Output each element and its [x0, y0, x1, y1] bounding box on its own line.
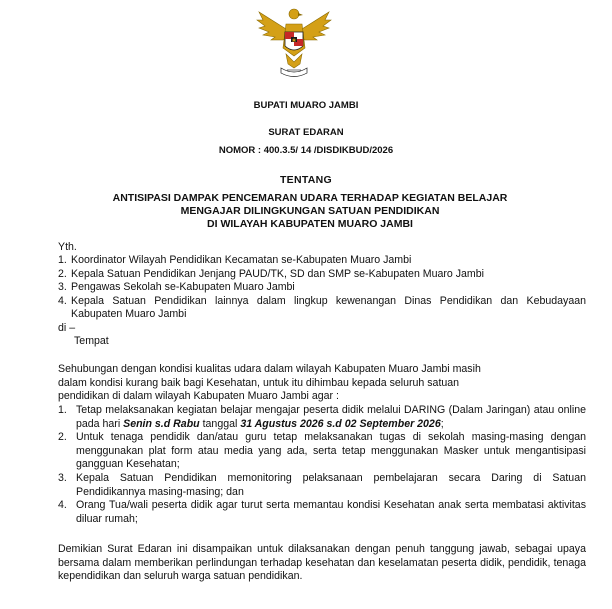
intro-line: dalam kondisi kurang baik bagi Kesehatan, untuk itu dihimbau kepada seluruh satuan [58, 376, 460, 389]
instruction-number: 1. [58, 404, 67, 416]
instruction-item [58, 404, 586, 431]
garuda-emblem-icon [253, 4, 335, 80]
instruction-text [76, 404, 586, 431]
addressee-number: 2. [58, 267, 67, 280]
addressee-number: 1. [58, 254, 67, 266]
addressee-item [58, 268, 586, 282]
subject-line: ANTISIPASI DAMPAK PENCEMARAN UDARA TERHADAP KEGIATAN BELAJAR [112, 192, 508, 204]
instruction-number: 3. [58, 471, 67, 484]
addressee-item [58, 281, 586, 295]
instruction-text-part: ; [440, 417, 444, 430]
instruction-text: Orang Tua/wali peserta didik agar turut serta memantau kondisi Kesehatan anak serta membatasi aktivitas diluar rumah; [76, 499, 586, 525]
intro-line: pendidikan di dalam wilayah Kabupaten Muaro Jambi agar : [58, 390, 339, 403]
addressee-text: Kepala Satuan Pendidikan Jenjang PAUD/TK, SD dan SMP se-Kabupaten Muaro Jambi [71, 267, 485, 280]
document-number: NOMOR : 400.3.5/ 14 /DISDIKBUD/2026 [218, 145, 394, 156]
addressee-text: Pengawas Sekolah se-Kabupaten Muaro Jambi [71, 281, 295, 294]
instruction-item [58, 431, 586, 472]
addressee-text: Koordinator Wilayah Pendidikan Kecamatan se-Kabupaten Muaro Jambi [71, 254, 412, 266]
instruction-list [58, 404, 586, 526]
addressee-item [58, 295, 586, 322]
instruction-days-emphasis: Senin s.d Rabu [123, 417, 200, 430]
instruction-text-part: tanggal [199, 417, 241, 430]
instruction-item [58, 472, 586, 499]
addressee-item [58, 254, 586, 268]
salutation: Yth. [58, 241, 77, 253]
subject-line: DI WILAYAH KABUPATEN MUARO JAMBI [207, 218, 413, 230]
subject-line: MENGAJAR DILINGKUNGAN SATUAN PENDIDIKAN [180, 205, 440, 217]
intro-paragraph [58, 363, 586, 404]
subject-heading [30, 192, 590, 231]
instruction-text-part: Tetap melaksanakan kegiatan belajar mengajar peserta didik melalui DARING (Dalam Jaringan) atau online pada hari [76, 404, 586, 430]
instruction-number: 4. [58, 499, 67, 512]
instruction-text: Kepala Satuan Pendidikan memonitoring pelaksanaan pembelajaran secara Daring di Satuan Pendidikannya masing-masing; dan [76, 471, 586, 498]
document-type: SURAT EDARAN [268, 127, 344, 138]
closing-paragraph: Demikian Surat Edaran ini disampaikan untuk dilaksanakan dengan penuh tanggung jawab, sebagai upaya bersama dalam memberikan perlindungan terhadap kesehatan dan keselamatan peserta didik, pendidik, tenaga kependidikan dan seluruh warga satuan pendidikan. [58, 543, 586, 583]
location-prefix: di – [58, 322, 76, 334]
addressee-list [58, 254, 586, 322]
instruction-date-emphasis: 31 Agustus 2026 s.d 02 September 2026 [240, 417, 441, 430]
instruction-item [58, 499, 586, 526]
instruction-number: 2. [58, 431, 67, 444]
addressee-text: Kepala Satuan Pendidikan lainnya dalam lingkup kewenangan Dinas Pendidikan dan Kebudayaan Kabupaten Muaro Jambi [71, 294, 586, 321]
addressee-number: 3. [58, 281, 67, 294]
addressee-number: 4. [58, 294, 67, 307]
issuer-title: BUPATI MUARO JAMBI [253, 100, 359, 111]
intro-line: Sehubungan dengan kondisi kualitas udara dalam wilayah Kabupaten Muaro Jambi masih [58, 363, 481, 375]
about-heading: TENTANG [279, 174, 333, 186]
instruction-text: Untuk tenaga pendidik dan/atau guru tetap melaksanakan tugas di sekolah masing-masing dengan menggunakan plat form atau media yang ada, serta tetap menggunakan Masker untuk mengantisipasi gangguan Kesehatan; [76, 431, 586, 471]
location-place: Tempat [74, 335, 109, 347]
